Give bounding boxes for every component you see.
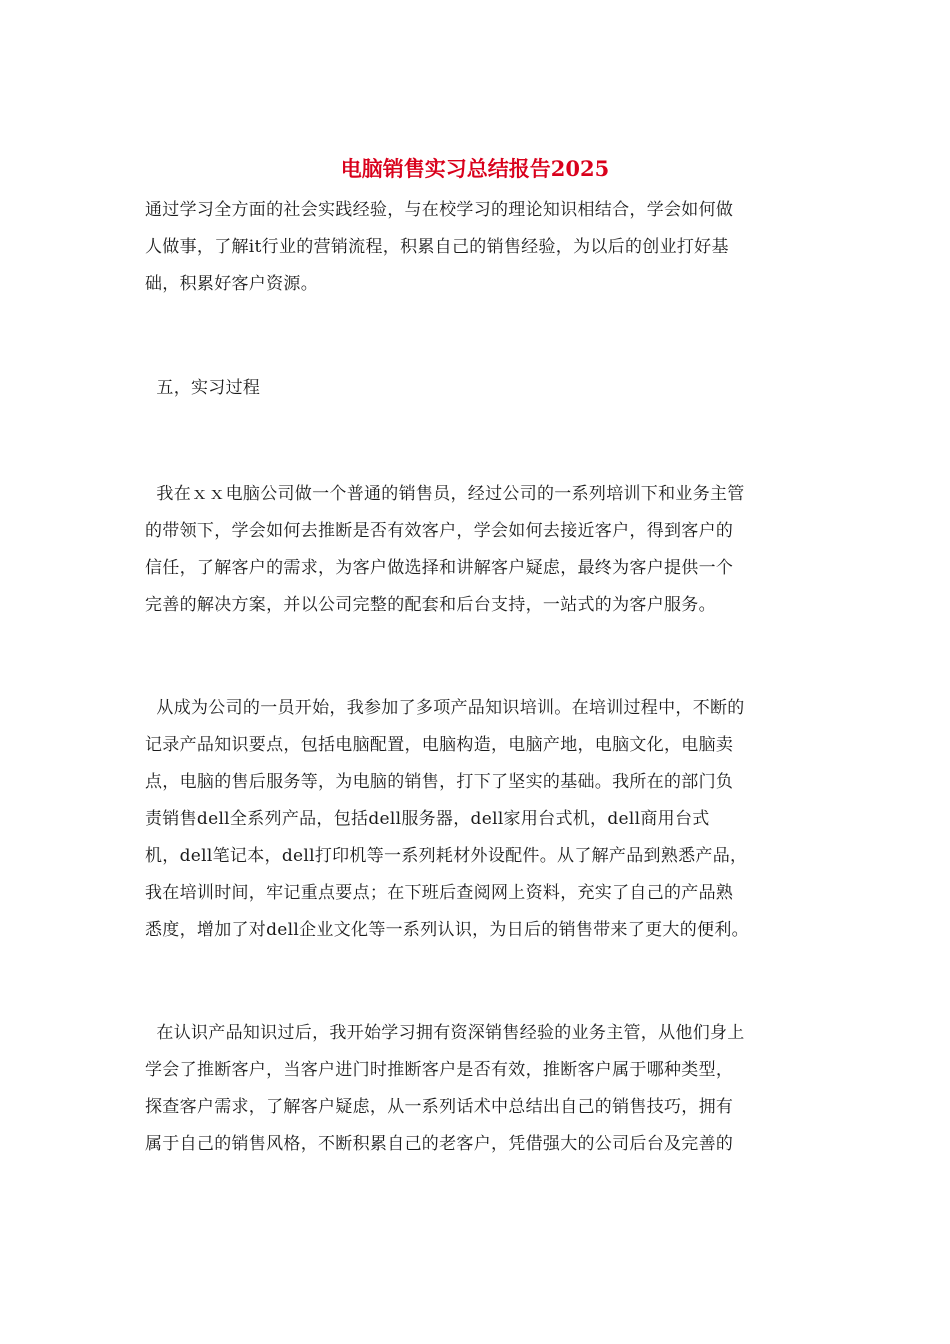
text-line: 础，积累好客户资源。 (145, 274, 318, 294)
text-line: 探查客户需求，了解客户疑虑，从一系列话术中总结出自己的销售技巧，拥有 (145, 1097, 734, 1117)
paragraph-sales-skills (145, 1015, 815, 1163)
text-line: 点，电脑的售后服务等，为电脑的销售，打下了坚实的基础。我所在的部门负 (145, 772, 734, 792)
paragraph-product-training (145, 690, 815, 949)
text-line: 我在ｘｘ电脑公司做一个普通的销售员，经过公司的一系列培训下和业务主管 (145, 484, 745, 504)
document-title: 电脑销售实习总结报告2025 (340, 156, 610, 181)
text-line: 属于自己的销售风格，不断积累自己的老客户，凭借强大的公司后台及完善的 (145, 1134, 734, 1154)
section-heading (145, 370, 815, 407)
text-line: 学会了推断客户，当客户进门时推断客户是否有效，推断客户属于哪种类型， (145, 1060, 734, 1080)
text-line: 记录产品知识要点，包括电脑配置，电脑构造，电脑产地，电脑文化，电脑卖 (145, 735, 734, 755)
text-line: 通过学习全方面的社会实践经验，与在校学习的理论知识相结合，学会如何做 (145, 200, 734, 220)
text-line: 机，dell笔记本，dell打印机等一系列耗材外设配件。从了解产品到熟悉产品， (145, 846, 748, 866)
text-line: 责销售dell全系列产品，包括dell服务器，dell家用台式机，dell商用台式 (145, 809, 710, 829)
text-line: 从成为公司的一员开始，我参加了多项产品知识培训。在培训过程中，不断的 (145, 698, 745, 718)
text-line: 在认识产品知识过后，我开始学习拥有资深销售经验的业务主管，从他们身上 (145, 1023, 745, 1043)
text-line: 悉度，增加了对dell企业文化等一系列认识，为日后的销售带来了更大的便利。 (145, 920, 749, 940)
text-line: 信任，了解客户的需求，为客户做选择和讲解客户疑虑，最终为客户提供一个 (145, 558, 734, 578)
text-line: 完善的解决方案，并以公司完整的配套和后台支持，一站式的为客户服务。 (145, 595, 716, 615)
text-line: 人做事，了解it行业的营销流程，积累自己的销售经验，为以后的创业打好基 (145, 237, 729, 257)
paragraph-intro (145, 192, 815, 303)
paragraph-sales-role (145, 476, 815, 624)
text-line: 我在培训时间，牢记重点要点；在下班后查阅网上资料，充实了自己的产品熟 (145, 883, 734, 903)
section-heading-text: 五，实习过程 (145, 378, 261, 398)
text-line: 的带领下，学会如何去推断是否有效客户，学会如何去接近客户，得到客户的 (145, 521, 734, 541)
